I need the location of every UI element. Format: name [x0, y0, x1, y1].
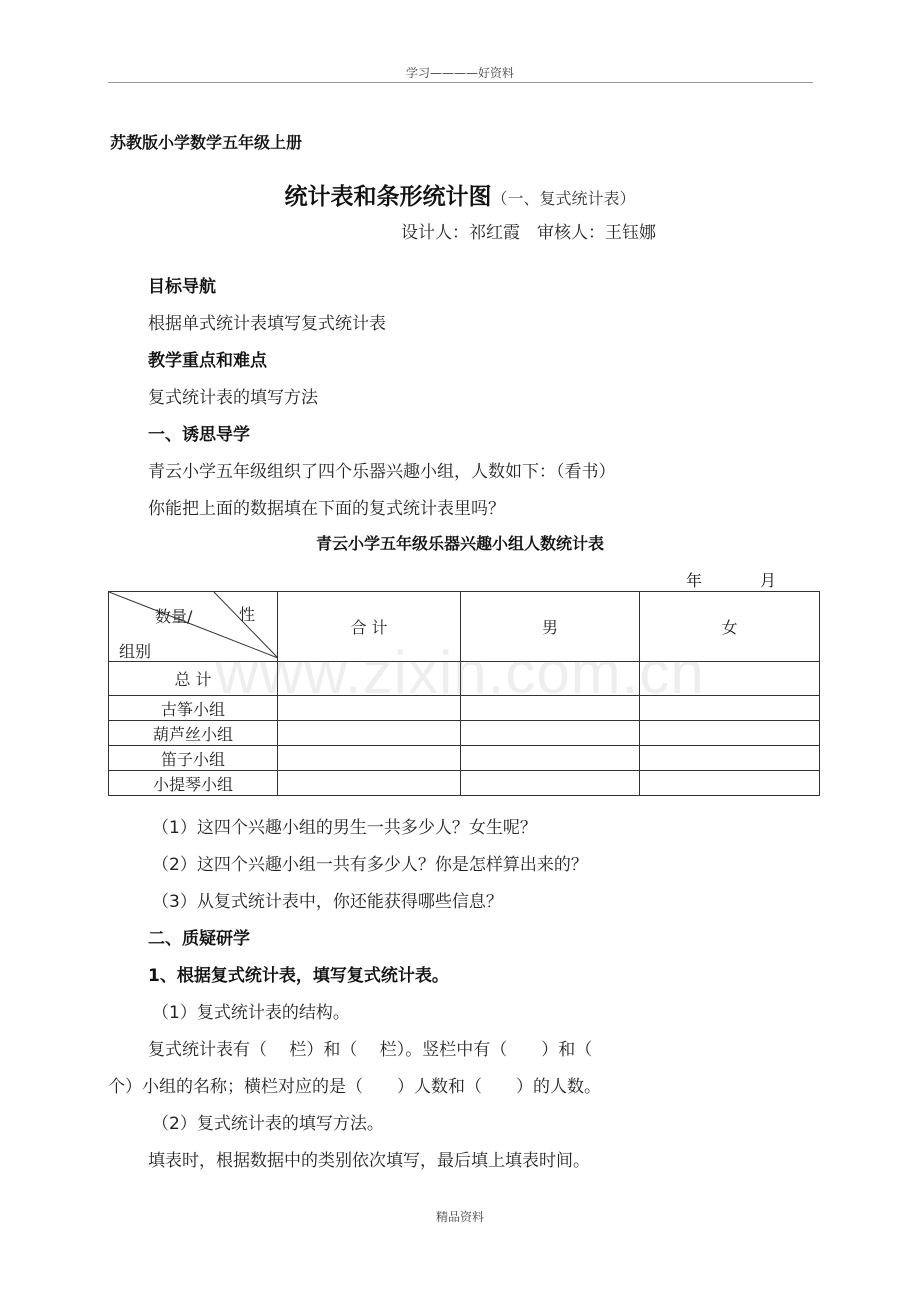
table-cell: [640, 771, 820, 796]
section2-paragraph-3: 个）小组的名称；横栏对应的是（ ）人数和（ ）的人数。: [108, 1077, 601, 1097]
lesson-title-sub: （一、复式统计表）: [491, 189, 636, 208]
lesson-title-main: 统计表和条形统计图: [284, 184, 492, 210]
corner-label-quantity: 数量/: [155, 607, 193, 626]
key-text: 复式统计表的填写方法: [148, 388, 318, 408]
section2-paragraph-1: （1）复式统计表的结构。: [152, 1003, 350, 1023]
row-label: 笛子小组: [109, 746, 278, 771]
section2-heading: 二、质疑研学: [148, 929, 250, 949]
table-cell: [461, 721, 640, 746]
corner-label-gender: 性: [239, 605, 256, 624]
book-title: 苏教版小学数学五年级上册: [110, 133, 303, 152]
section1-heading: 一、诱思导学: [148, 425, 250, 445]
goal-text: 根据单式统计表填写复式统计表: [148, 314, 386, 334]
question-2: （2）这四个兴趣小组一共有多少人？你是怎样算出来的？: [152, 855, 588, 875]
corner-label-group: 组别: [119, 642, 152, 661]
column-header-total: 合 计: [278, 592, 461, 662]
date-month-label: 月: [760, 571, 777, 590]
table-cell: [461, 771, 640, 796]
row-label: 古筝小组: [109, 696, 278, 721]
table-cell: [640, 721, 820, 746]
column-header-male: 男: [461, 592, 640, 662]
table-cell: [640, 746, 820, 771]
table-row: [109, 771, 820, 796]
row-label: 葫芦丝小组: [109, 721, 278, 746]
section1-paragraph-1: 青云小学五年级组织了四个乐器兴趣小组，人数如下：（看书）: [148, 462, 616, 482]
header-divider: [108, 82, 813, 83]
question-3: （3）从复式统计表中，你还能获得哪些信息？: [152, 892, 503, 912]
section1-paragraph-2: 你能把上面的数据填在下面的复式统计表里吗？: [148, 499, 505, 519]
section2-paragraph-5: 填表时，根据数据中的类别依次填写，最后填上填表时间。: [148, 1151, 590, 1171]
section2-paragraph-2: 复式统计表有（ 栏）和（ 栏）。竖栏中有（ ）和（: [148, 1040, 593, 1060]
table-row: [109, 746, 820, 771]
date-year-label: 年: [686, 571, 703, 590]
table-cell: [278, 721, 461, 746]
question-1: （1）这四个兴趣小组的男生一共多少人？女生呢？: [152, 818, 537, 838]
goal-heading: 目标导航: [148, 277, 216, 297]
page-footer: 精品资料: [435, 1210, 484, 1224]
row-label: 总 计: [109, 662, 278, 696]
section2-subheading-1: 1、根据复式统计表，填写复式统计表。: [148, 966, 449, 986]
credits-line: 设计人：祁红霞 审核人：王钰娜: [401, 223, 656, 243]
page-header: 学习————好资料: [405, 66, 514, 80]
table-cell: [461, 746, 640, 771]
table-row: [109, 721, 820, 746]
table-title: 青云小学五年级乐器兴趣小组人数统计表: [315, 534, 604, 553]
row-label: 小提琴小组: [109, 771, 278, 796]
table-cell: [278, 771, 461, 796]
lesson-title: [0, 178, 920, 211]
watermark: www.zixin.com.cn: [215, 639, 705, 706]
key-heading: 教学重点和难点: [148, 351, 267, 371]
column-header-female: 女: [640, 592, 820, 662]
section2-paragraph-4: （2）复式统计表的填写方法。: [152, 1114, 384, 1134]
table-cell: [278, 746, 461, 771]
